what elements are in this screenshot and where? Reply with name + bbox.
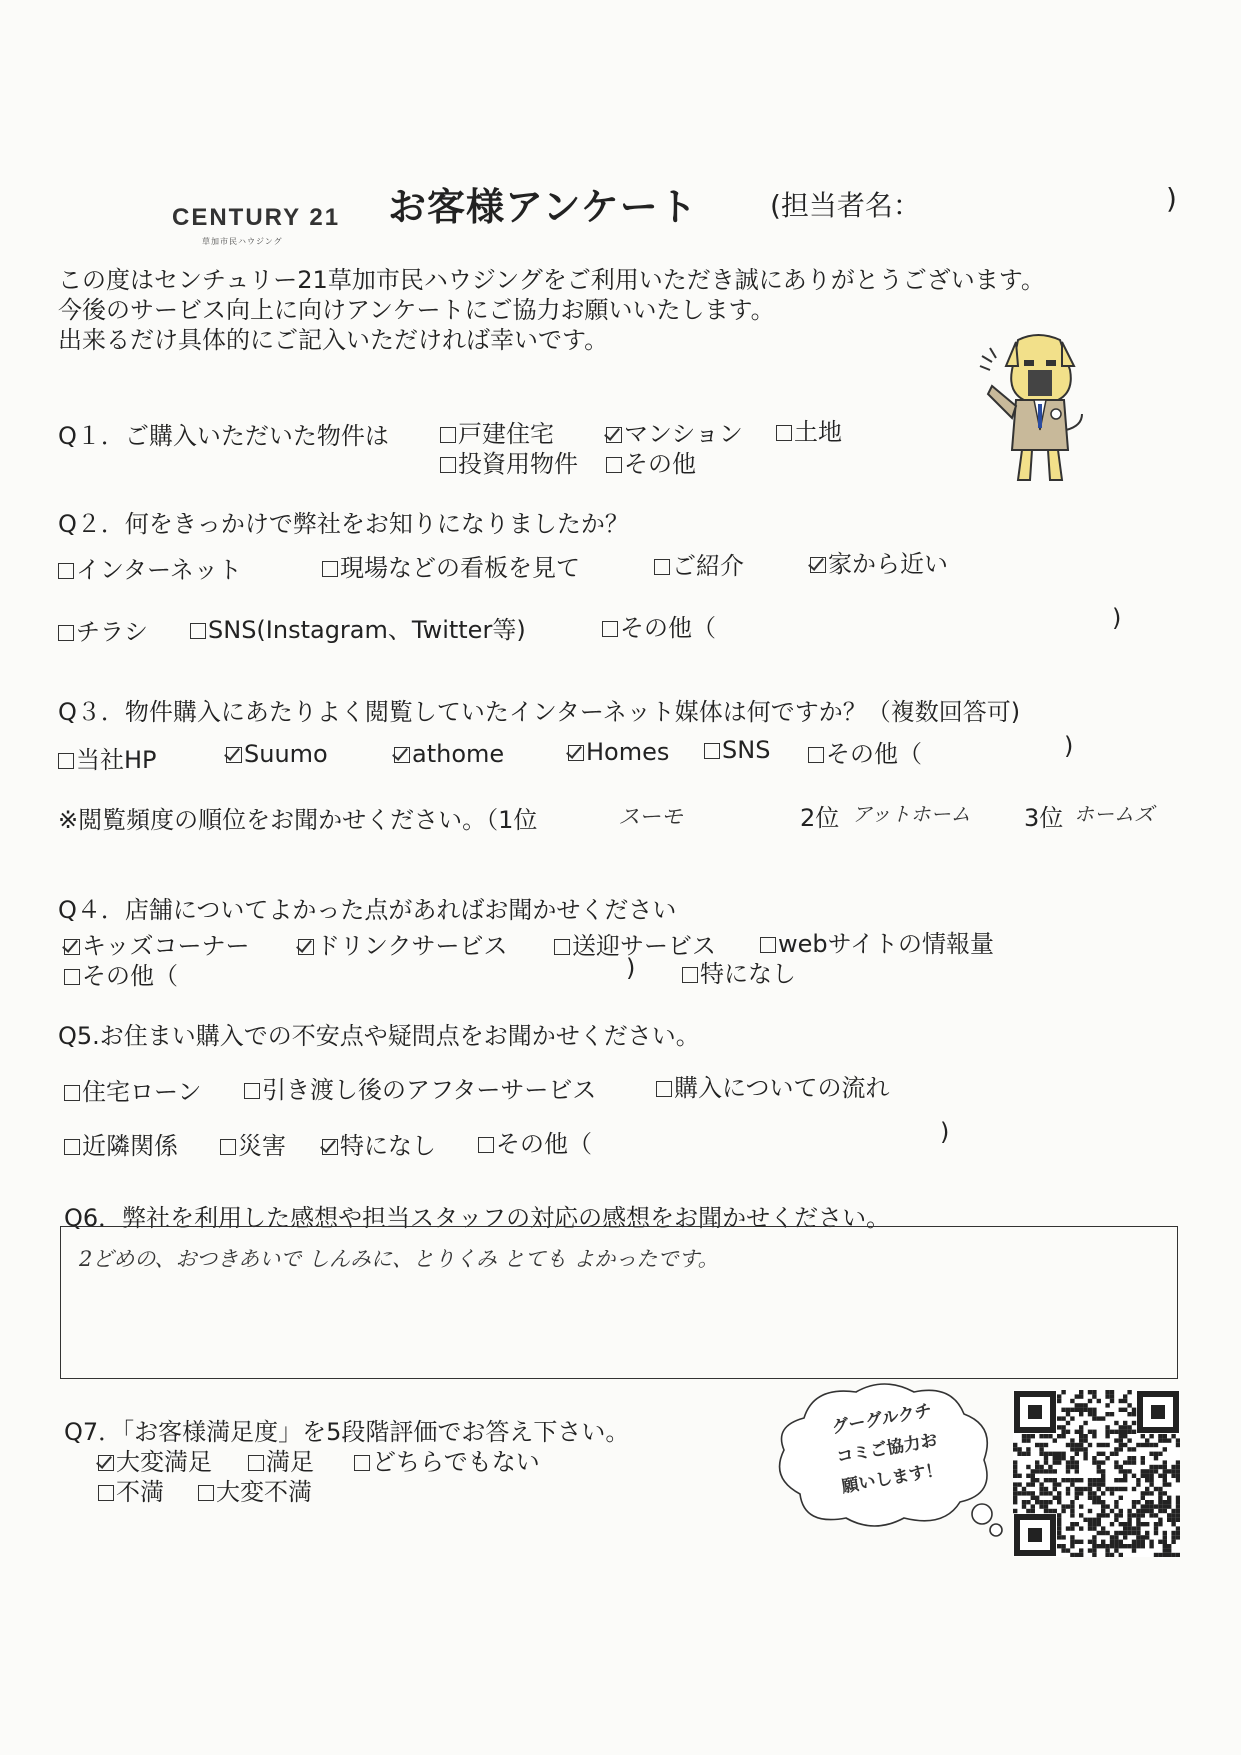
q4-option-other[interactable]: その他（ xyxy=(64,956,178,991)
q6-label: Q6．弊社を利用した感想や担当スタッフの対応の感想をお聞かせください。 xyxy=(64,1204,891,1232)
q7-option-dissatisfied[interactable]: 不満 xyxy=(98,1472,164,1507)
intro-line-1: この度はセンチュリー21草加市民ハウジングをご利用いただき誠にありがとうございます。 xyxy=(58,266,1045,294)
checkbox-checked[interactable] xyxy=(298,939,314,955)
q5-label: Q5.お住まい購入での不安点や疑問点をお聞かせください。 xyxy=(58,1022,700,1050)
q3-option-other[interactable]: その他（ xyxy=(808,734,922,769)
checkbox[interactable] xyxy=(58,625,74,641)
checkbox[interactable] xyxy=(776,425,792,441)
checkbox[interactable] xyxy=(198,1485,214,1501)
mascot-dog-illustration xyxy=(978,330,1098,490)
checkbox[interactable] xyxy=(682,967,698,983)
q3-rank2-label: 2位 xyxy=(800,804,840,832)
q2-option-internet[interactable]: インターネット xyxy=(58,550,242,585)
checkbox[interactable] xyxy=(440,457,456,473)
checkbox[interactable] xyxy=(64,1139,80,1155)
q4-label: Q４．店舗についてよかった点があればお聞かせください xyxy=(58,896,677,924)
checkbox[interactable] xyxy=(808,747,824,763)
q2-option-referral[interactable]: ご紹介 xyxy=(654,546,744,581)
q4-option-shuttle-service[interactable]: 送迎サービス xyxy=(554,926,716,961)
intro-line-2: 今後のサービス向上に向けアンケートにご協力お願いいたします。 xyxy=(58,296,775,324)
q3-rank3-answer: ホームズ xyxy=(1074,802,1154,826)
q2-option-sns[interactable]: SNS(Instagram、Twitter等) xyxy=(190,610,526,645)
q4-option-website-info[interactable]: webサイトの情報量 xyxy=(760,924,994,959)
bubble-line-1: グーグルクチ xyxy=(830,1400,934,1439)
q4-option-drink-service[interactable]: ドリンクサービス xyxy=(298,926,508,961)
q3-option-sns[interactable]: SNS xyxy=(704,736,770,764)
q3-label: Q３．物件購入にあたりよく閲覧していたインターネット媒体は何ですか？（複数回答可) xyxy=(58,698,1021,726)
q5-option-purchase-flow[interactable]: 購入についての流れ xyxy=(656,1068,890,1103)
q2-option-flyer[interactable]: チラシ xyxy=(58,612,148,647)
q4-other-close: ) xyxy=(626,954,636,982)
checkbox[interactable] xyxy=(440,427,456,443)
checkbox-checked[interactable] xyxy=(64,939,80,955)
staff-name-label: (担当者名： xyxy=(770,189,921,222)
checkbox-checked[interactable] xyxy=(810,557,826,573)
q1-option-detached-house[interactable]: 戸建住宅 xyxy=(440,414,554,449)
checkbox[interactable] xyxy=(654,559,670,575)
checkbox-checked[interactable] xyxy=(568,745,584,761)
checkbox[interactable] xyxy=(248,1455,264,1471)
bubble-line-2: コミご協力お xyxy=(835,1430,939,1468)
checkbox-checked[interactable] xyxy=(322,1139,338,1155)
page-title: お客様アンケート xyxy=(388,185,698,229)
checkbox[interactable] xyxy=(220,1139,236,1155)
q6-comment-box[interactable] xyxy=(60,1226,1178,1379)
q3-option-homes[interactable]: Homes xyxy=(568,738,669,766)
q1-option-other[interactable]: その他 xyxy=(606,444,696,479)
q1-option-investment[interactable]: 投資用物件 xyxy=(440,444,578,479)
q3-option-suumo[interactable]: Suumo xyxy=(226,740,328,768)
q3-rank2-answer: アットホーム xyxy=(852,802,971,826)
q5-option-mortgage[interactable]: 住宅ローン xyxy=(64,1072,202,1107)
checkbox[interactable] xyxy=(760,937,776,953)
checkbox[interactable] xyxy=(98,1485,114,1501)
checkbox[interactable] xyxy=(190,623,206,639)
q2-option-near-home[interactable]: 家から近い xyxy=(810,544,948,579)
checkbox[interactable] xyxy=(322,561,338,577)
checkbox[interactable] xyxy=(244,1083,260,1099)
checkbox[interactable] xyxy=(704,743,720,759)
q5-option-other[interactable]: その他（ xyxy=(478,1124,592,1159)
q3-rank1-answer: スーモ xyxy=(618,805,683,830)
q1-option-land[interactable]: 土地 xyxy=(776,412,842,447)
checkbox[interactable] xyxy=(58,753,74,769)
checkbox[interactable] xyxy=(478,1137,494,1153)
q4-option-kids-corner[interactable]: キッズコーナー xyxy=(64,926,250,961)
checkbox[interactable] xyxy=(58,563,74,579)
checkbox[interactable] xyxy=(64,969,80,985)
checkbox-checked[interactable] xyxy=(98,1455,114,1471)
q7-option-very-dissatisfied[interactable]: 大変不満 xyxy=(198,1472,312,1507)
q7-option-satisfied[interactable]: 満足 xyxy=(248,1442,314,1477)
checkbox[interactable] xyxy=(554,939,570,955)
checkbox[interactable] xyxy=(354,1455,370,1471)
q7-option-very-satisfied[interactable]: 大変満足 xyxy=(98,1442,212,1477)
q4-option-none[interactable]: 特になし xyxy=(682,954,796,989)
bubble-line-3: 願いします！ xyxy=(840,1459,945,1498)
q3-option-company-hp[interactable]: 当社HP xyxy=(58,740,157,775)
checkbox[interactable] xyxy=(606,457,622,473)
q2-label: Q２．何をきっかけで弊社をお知りになりましたか？ xyxy=(58,510,629,538)
staff-name-close: ) xyxy=(1166,182,1177,215)
checkbox[interactable] xyxy=(656,1081,672,1097)
brand-logo: CENTURY 21 xyxy=(172,204,341,231)
q3-rank3-label: 3位 xyxy=(1024,804,1064,832)
q2-option-other[interactable]: その他（ xyxy=(602,608,716,643)
q5-other-close: ) xyxy=(940,1118,950,1146)
q2-other-close: ) xyxy=(1112,604,1122,632)
checkbox-checked[interactable] xyxy=(606,427,622,443)
brand-subtitle: 草加市民ハウジング xyxy=(202,237,283,246)
checkbox-checked[interactable] xyxy=(394,747,410,763)
q2-option-signboard[interactable]: 現場などの看板を見て xyxy=(322,548,580,583)
checkbox-checked[interactable] xyxy=(226,747,242,763)
q5-option-after-service[interactable]: 引き渡し後のアフターサービス xyxy=(244,1070,596,1105)
intro-line-3: 出来るだけ具体的にご記入いただければ幸いです。 xyxy=(58,326,609,354)
q5-option-disaster[interactable]: 災害 xyxy=(220,1126,286,1161)
q3-rank-label: ※閲覧頻度の順位をお聞かせください。（1位 xyxy=(58,806,538,834)
q5-option-none[interactable]: 特になし xyxy=(322,1126,436,1161)
checkbox[interactable] xyxy=(64,1085,80,1101)
checkbox[interactable] xyxy=(602,621,618,637)
q1-option-condominium[interactable]: マンション xyxy=(606,414,743,449)
qr-code-icon[interactable] xyxy=(1013,1390,1180,1557)
q1-label: Q１．ご購入いただいた物件は xyxy=(58,422,389,450)
q5-option-neighbors[interactable]: 近隣関係 xyxy=(64,1126,178,1161)
q7-label: Q7．「お客様満足度」を5段階評価でお答え下さい。 xyxy=(64,1418,630,1446)
q3-option-athome[interactable]: athome xyxy=(394,740,504,768)
q7-option-neutral[interactable]: どちらでもない xyxy=(354,1442,540,1477)
q6-answer: 2どめの、おつきあいで しんみに、とりくみ とても よかったです。 xyxy=(79,1247,719,1271)
q3-other-close: ) xyxy=(1064,732,1074,760)
